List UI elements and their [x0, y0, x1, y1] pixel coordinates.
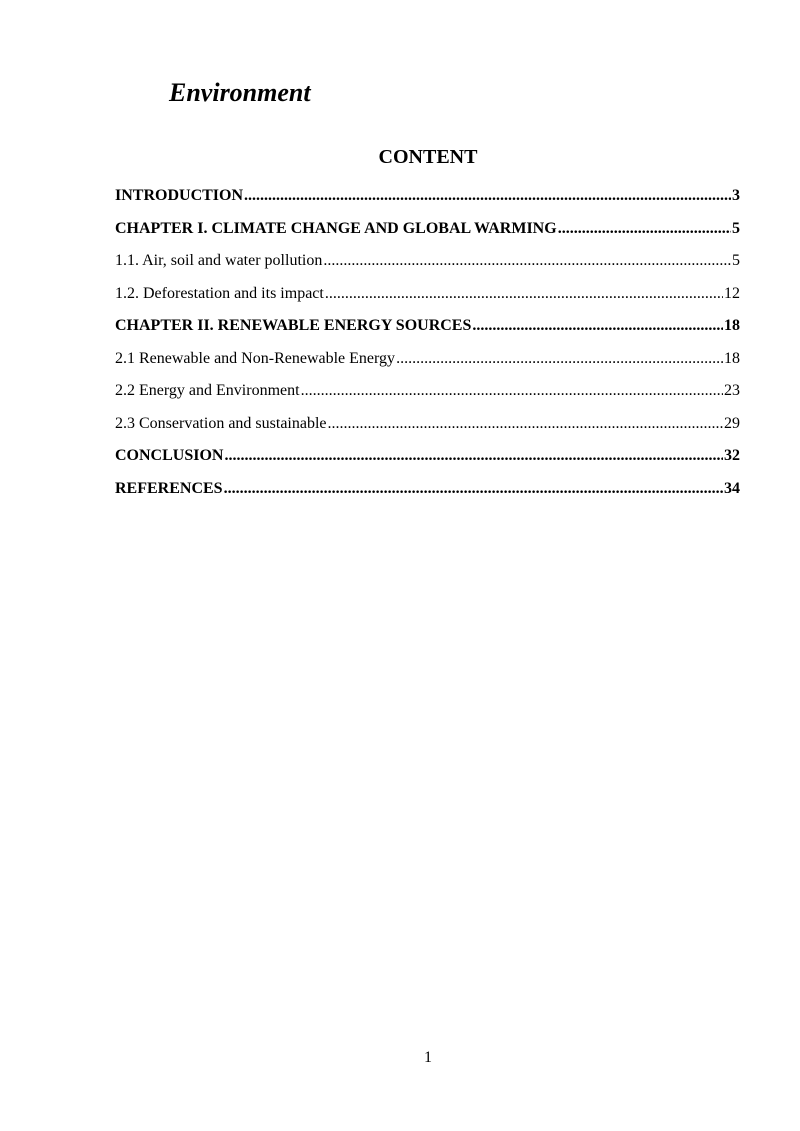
- table-of-contents: [115, 180, 740, 505]
- page-number: 1: [424, 1049, 432, 1066]
- toc-entry-page: 23: [724, 382, 740, 400]
- toc-entry-section-2-3[interactable]: [115, 408, 740, 441]
- toc-entry-page: 32: [724, 447, 740, 465]
- toc-entry-page: 5: [732, 219, 740, 237]
- toc-dot-leader: [244, 186, 731, 206]
- toc-entry-label: 2.3 Conservation and sustainable: [115, 414, 327, 432]
- toc-dot-leader: [301, 381, 723, 401]
- toc-entry-label: REFERENCES: [115, 479, 223, 497]
- toc-dot-leader: [325, 284, 723, 304]
- toc-entry-page: 18: [724, 349, 740, 367]
- toc-entry-label: CHAPTER II. RENEWABLE ENERGY SOURCES: [115, 317, 472, 335]
- toc-entry-page: 18: [724, 317, 740, 335]
- toc-entry-label: CHAPTER I. CLIMATE CHANGE AND GLOBAL WARMING: [115, 219, 557, 237]
- toc-entry-section-2-1[interactable]: [115, 343, 740, 376]
- toc-entry-page: 34: [724, 479, 740, 497]
- toc-entry-introduction[interactable]: [115, 180, 740, 213]
- toc-entry-label: 1.2. Deforestation and its impact: [115, 284, 324, 302]
- toc-entry-label: INTRODUCTION: [115, 187, 244, 205]
- toc-entry-section-1-1[interactable]: [115, 245, 740, 278]
- toc-entry-page: 5: [732, 252, 740, 270]
- toc-entry-page: 12: [724, 284, 740, 302]
- toc-entry-chapter-1[interactable]: [115, 213, 740, 246]
- toc-entry-page: 29: [724, 414, 740, 432]
- toc-entry-label: CONCLUSION: [115, 447, 224, 465]
- toc-entry-label: 2.1 Renewable and Non-Renewable Energy: [115, 349, 396, 367]
- toc-dot-leader: [558, 219, 731, 239]
- toc-dot-leader: [396, 349, 723, 369]
- toc-entry-conclusion[interactable]: [115, 440, 740, 473]
- toc-entry-chapter-2[interactable]: [115, 310, 740, 343]
- document-title: Environment: [169, 78, 311, 107]
- toc-heading: CONTENT: [378, 146, 478, 168]
- toc-dot-leader: [224, 479, 723, 499]
- toc-entry-label: 1.1. Air, soil and water pollution: [115, 252, 323, 270]
- toc-dot-leader: [472, 316, 723, 336]
- toc-entry-label: 2.2 Energy and Environment: [115, 382, 300, 400]
- toc-dot-leader: [328, 414, 723, 434]
- toc-entry-references[interactable]: [115, 473, 740, 506]
- toc-dot-leader: [224, 446, 723, 466]
- toc-entry-section-1-2[interactable]: [115, 278, 740, 311]
- toc-entry-page: 3: [732, 187, 740, 205]
- toc-dot-leader: [323, 251, 731, 271]
- toc-entry-section-2-2[interactable]: [115, 375, 740, 408]
